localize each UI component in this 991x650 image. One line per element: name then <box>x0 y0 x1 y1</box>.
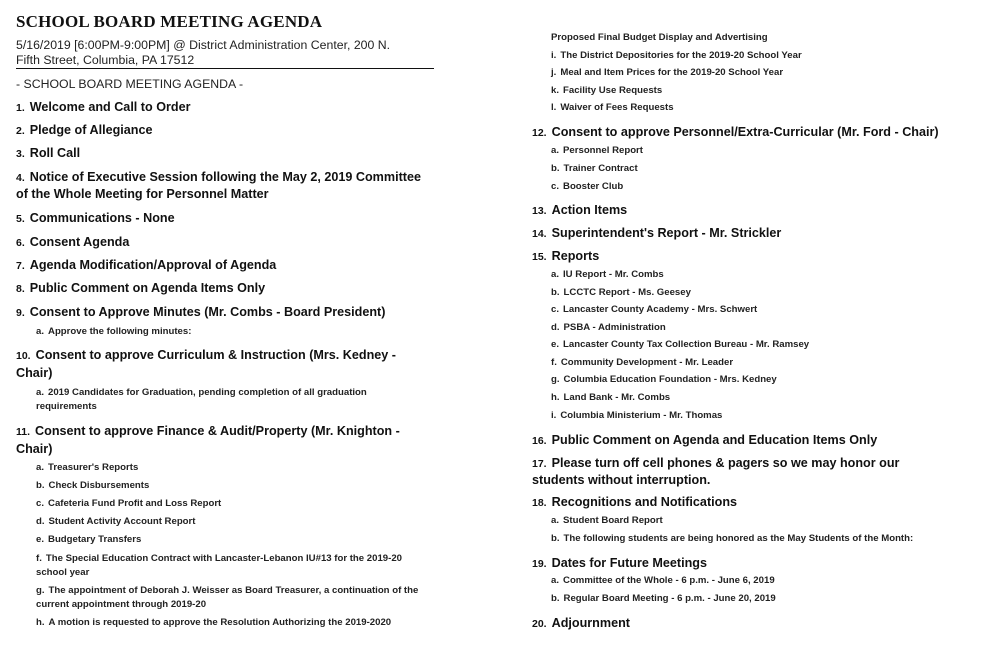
agenda-item: 17. Please turn off cell phones & pagers so we may honor our <box>532 456 900 470</box>
agenda-subitem: g. Columbia Education Foundation - Mrs. Kedney <box>551 374 777 385</box>
agenda-subitem: b. Check Disbursements <box>36 480 150 491</box>
agenda-subitem-continuation: requirements <box>36 401 97 412</box>
agenda-item: 16. Public Comment on Agenda and Education Items Only <box>532 433 878 447</box>
agenda-item: 20. Adjournment <box>532 616 630 630</box>
agenda-subitem-continuation: Proposed Final Budget Display and Advertising <box>551 32 768 43</box>
agenda-item: 8. Public Comment on Agenda Items Only <box>16 281 266 295</box>
agenda-item: 13. Action Items <box>532 203 628 217</box>
agenda-subitem: d. PSBA - Administration <box>551 322 666 333</box>
header-divider <box>16 68 434 69</box>
agenda-subitem: i. The District Depositories for the 2019-20 School Year <box>551 50 802 61</box>
agenda-item-continuation: Chair) <box>16 366 53 380</box>
agenda-item: 12. Consent to approve Personnel/Extra-Curricular (Mr. Ford - Chair) <box>532 125 939 139</box>
meeting-address: Fifth Street, Columbia, PA 17512 <box>16 53 195 67</box>
agenda-subitem: b. Trainer Contract <box>551 163 638 174</box>
agenda-item: 3. Roll Call <box>16 146 81 160</box>
agenda-item: 19. Dates for Future Meetings <box>532 556 707 570</box>
agenda-item: 14. Superintendent's Report - Mr. Strickler <box>532 226 782 240</box>
agenda-subitem: a. Personnel Report <box>551 145 643 156</box>
agenda-subitem: g. The appointment of Deborah J. Weisser as Board Treasurer, a continuation of the <box>36 585 419 596</box>
agenda-subitem-continuation: current appointment through 2019-20 <box>36 599 207 610</box>
agenda-subtitle: - SCHOOL BOARD MEETING AGENDA - <box>16 77 244 91</box>
agenda-subitem: f. Community Development - Mr. Leader <box>551 357 734 368</box>
agenda-subitem: a. Approve the following minutes: <box>36 326 192 337</box>
agenda-item-continuation: Chair) <box>16 442 53 456</box>
agenda-item: 18. Recognitions and Notifications <box>532 495 738 509</box>
agenda-item: 4. Notice of Executive Session following the May 2, 2019 Committee <box>16 170 421 184</box>
document-title: SCHOOL BOARD MEETING AGENDA <box>16 12 323 31</box>
agenda-subitem: l. Waiver of Fees Requests <box>551 102 674 113</box>
agenda-subitem: b. Regular Board Meeting - 6 p.m. - June 20, 2019 <box>551 593 776 604</box>
agenda-subitem: a. 2019 Candidates for Graduation, pending completion of all graduation <box>36 387 367 398</box>
agenda-subitem: a. Student Board Report <box>551 515 663 526</box>
agenda-subitem: k. Facility Use Requests <box>551 85 663 96</box>
agenda-item: 5. Communications - None <box>16 211 175 225</box>
agenda-subitem: a. IU Report - Mr. Combs <box>551 269 664 280</box>
agenda-item: 9. Consent to Approve Minutes (Mr. Combs - Board President) <box>16 305 386 319</box>
agenda-item: 11. Consent to approve Finance & Audit/Property (Mr. Knighton - <box>16 424 400 438</box>
agenda-item: 15. Reports <box>532 249 600 263</box>
agenda-subitem: c. Lancaster County Academy - Mrs. Schwert <box>551 304 758 315</box>
agenda-subitem-continuation: school year <box>36 567 90 578</box>
agenda-subitem: a. Treasurer's Reports <box>36 462 139 473</box>
agenda-subitem: h. A motion is requested to approve the Resolution Authorizing the 2019-2020 <box>36 617 392 628</box>
meeting-date-location: 5/16/2019 [6:00PM-9:00PM] @ District Administration Center, 200 N. <box>16 38 391 52</box>
agenda-item: 10. Consent to approve Curriculum & Instruction (Mrs. Kedney - <box>16 348 396 362</box>
agenda-subitem: f. The Special Education Contract with Lancaster-Lebanon IU#13 for the 2019-20 <box>36 553 402 564</box>
agenda-subitem: b. LCCTC Report - Ms. Geesey <box>551 287 691 298</box>
agenda-subitem: h. Land Bank - Mr. Combs <box>551 392 671 403</box>
agenda-item: 7. Agenda Modification/Approval of Agenda <box>16 258 277 272</box>
agenda-item: 6. Consent Agenda <box>16 235 130 249</box>
agenda-subitem: a. Committee of the Whole - 6 p.m. - June 6, 2019 <box>551 575 775 586</box>
agenda-item: 1. Welcome and Call to Order <box>16 100 191 114</box>
agenda-subitem: d. Student Activity Account Report <box>36 516 196 527</box>
agenda-subitem: i. Columbia Ministerium - Mr. Thomas <box>551 410 723 421</box>
agenda-subitem: b. The following students are being honored as the May Students of the Month: <box>551 533 914 544</box>
agenda-subitem: j. Meal and Item Prices for the 2019-20 School Year <box>551 67 784 78</box>
agenda-subitem: e. Budgetary Transfers <box>36 534 142 545</box>
agenda-subitem: c. Cafeteria Fund Profit and Loss Report <box>36 498 222 509</box>
agenda-item-continuation: students without interruption. <box>532 473 711 487</box>
agenda-item-continuation: of the Whole Meeting for Personnel Matter <box>16 187 269 201</box>
agenda-item: 2. Pledge of Allegiance <box>16 123 153 137</box>
agenda-subitem: e. Lancaster County Tax Collection Bureau - Mr. Ramsey <box>551 339 810 350</box>
agenda-subitem: c. Booster Club <box>551 181 624 192</box>
